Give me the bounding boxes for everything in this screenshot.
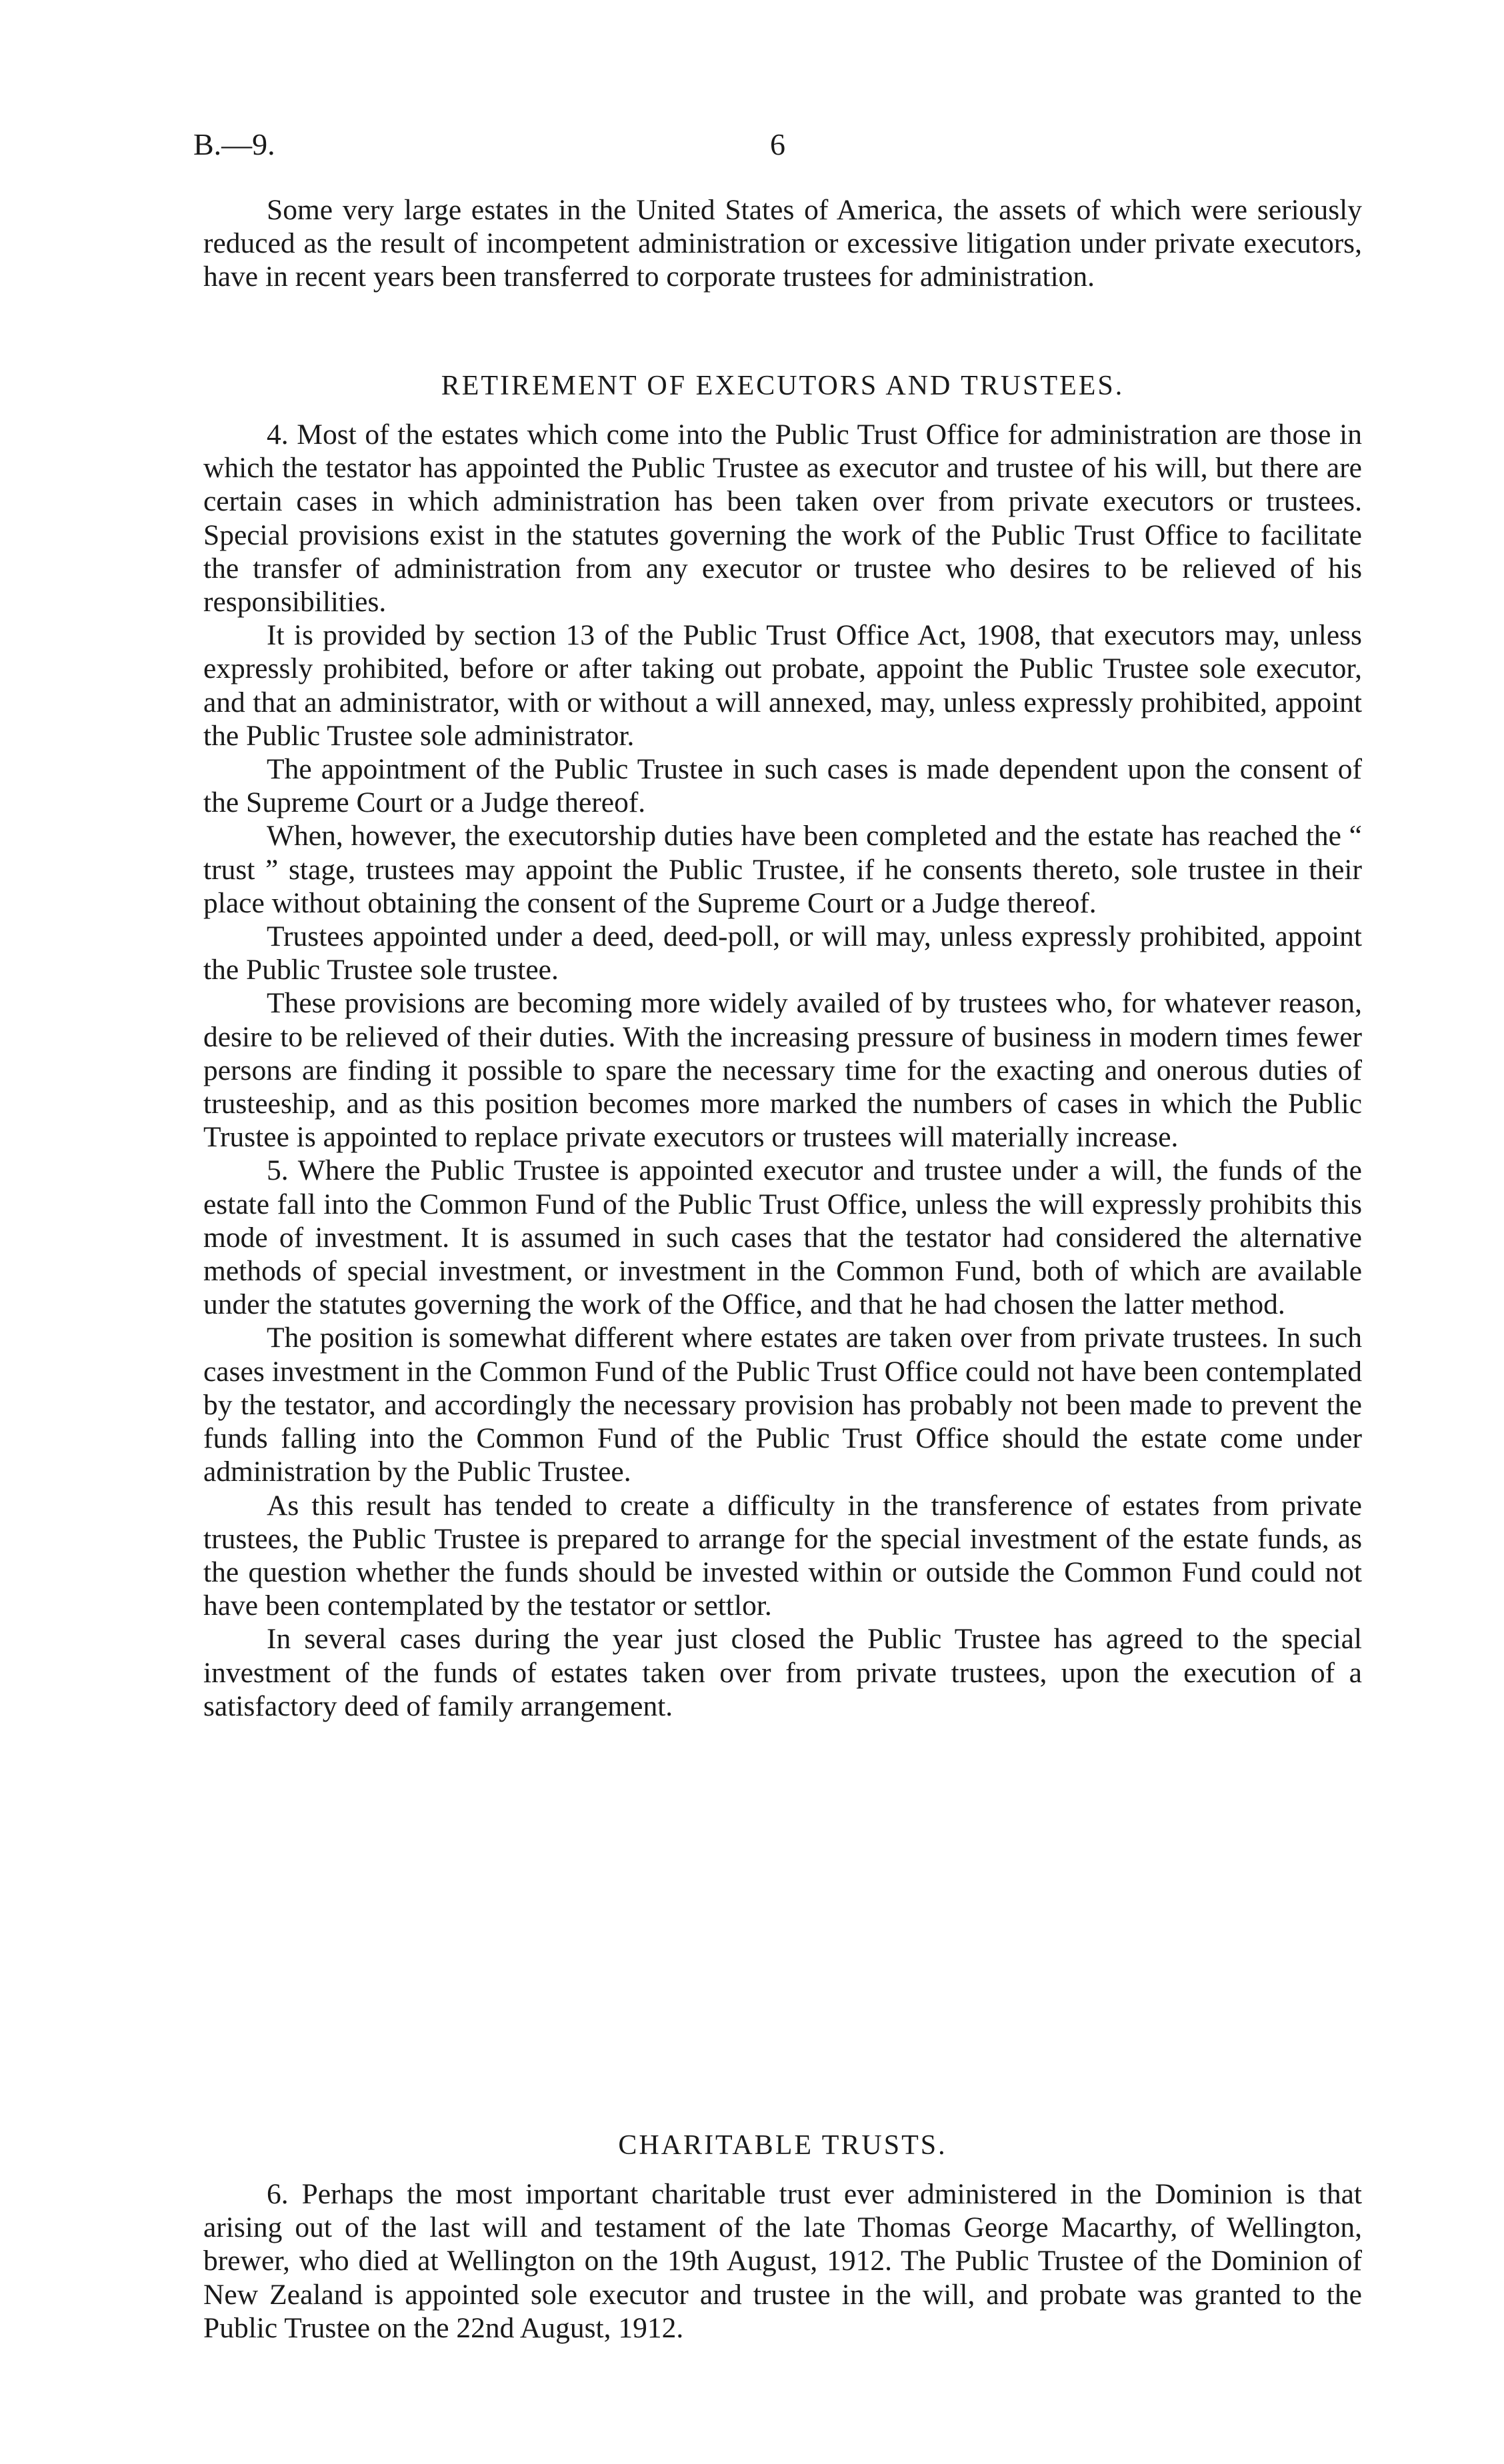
section-heading-retirement: RETIREMENT OF EXECUTORS AND TRUSTEES. [441, 371, 1125, 401]
paragraph: The appointment of the Public Trustee in such cases is made dependent upon the consent of the Supreme Court or a Judge thereof. [203, 753, 1362, 819]
paragraph: Some very large estates in the United States of America, the assets of which were seriously reduced as the result of incompetent administration or excessive litigation under private executors, have in recent years been transferred to corporate trustees for administration. [203, 194, 1362, 293]
paragraph: As this result has tended to create a difficulty in the transference of estates from private trustees, the Public Trustee is prepared to arrange for the special investment of the estate funds, as the question whether the funds should be invested within or outside the Common Fund could not have been contemplated by the testator or settlor. [203, 1489, 1362, 1622]
paragraph: 6. Perhaps the most important charitable trust ever administered in the Dominion is that arising out of the last will and testament of the late Thomas George Macarthy, of Wellington, brewer, who died at Wellington on the 19th August, 1912. The Public Trustee of the Dominion of New Zealand is appointed sole executor and trustee in the will, and probate was granted to the Public Trustee on the 22nd August, 1912. [203, 2178, 1362, 2344]
intro-block [203, 193, 1362, 294]
paragraph: The position is somewhat different where estates are taken over from private trustees. In such cases investment in the Common Fund of the Public Trust Office could not have been contemplated by the testator, and accordingly the necessary provision has probably not been made to prevent the funds falling into the Common Fund of the Public Trust Office should the estate come under administration by the Public Trustee. [203, 1322, 1362, 1488]
paragraph: It is provided by section 13 of the Public Trust Office Act, 1908, that executors may, unless expressly prohibited, before or after taking out probate, appoint the Public Trustee sole executor, and that an administrator, with or without a will annexed, may, unless expressly prohibited, appoint the Public Trustee sole administrator. [203, 619, 1362, 752]
section-retirement-body [203, 418, 1362, 1723]
paragraph: These provisions are becoming more widely availed of by trustees who, for whatever reason, desire to be relieved of their duties. With the increasing pressure of business in modern times fewer persons are finding it possible to spare the necessary time for the exacting and onerous duties of trusteeship, and as this position becomes more marked the numbers of cases in which the Public Trustee is appointed to replace private executors or trustees will materially increase. [203, 987, 1362, 1154]
paragraph: In several cases during the year just closed the Public Trustee has agreed to the special investment of the funds of estates taken over from private trustees, upon the execution of a satisfactory deed of family arrangement. [203, 1623, 1362, 1722]
paragraph: When, however, the executorship duties have been completed and the estate has reached the “ trust ” stage, trustees may appoint the Public Trustee, if he consents thereto, sole trustee in their place without obtaining the consent of the Supreme Court or a Judge thereof. [203, 820, 1362, 919]
section-heading-charitable: CHARITABLE TRUSTS. [618, 2130, 947, 2161]
section-charitable-body [203, 2177, 1362, 2345]
paragraph: 4. Most of the estates which come into the Public Trust Office for administration are those in which the testator has appointed the Public Trustee as executor and trustee of his will, but there are certain cases in which administration has been taken over from private executors or trustees. Special provisions exist in the statutes governing the work of the Public Trust Office to facilitate the transfer of administration from any executor or trustee who desires to be relieved of his responsibilities. [203, 419, 1362, 618]
page-number: 6 [770, 127, 785, 161]
paragraph: 5. Where the Public Trustee is appointed executor and trustee under a will, the funds of the estate fall into the Common Fund of the Public Trust Office, unless the will expressly prohibits this mode of investment. It is assumed in such cases that the testator had considered the alternative methods of special investment, or investment in the Common Fund, both of which are available under the statutes governing the work of the Office, and that he had chosen the latter method. [203, 1154, 1362, 1321]
document-reference: B.—9. [193, 127, 275, 161]
paragraph: Trustees appointed under a deed, deed-poll, or will may, unless expressly prohibited, appoint the Public Trustee sole trustee. [203, 920, 1362, 986]
